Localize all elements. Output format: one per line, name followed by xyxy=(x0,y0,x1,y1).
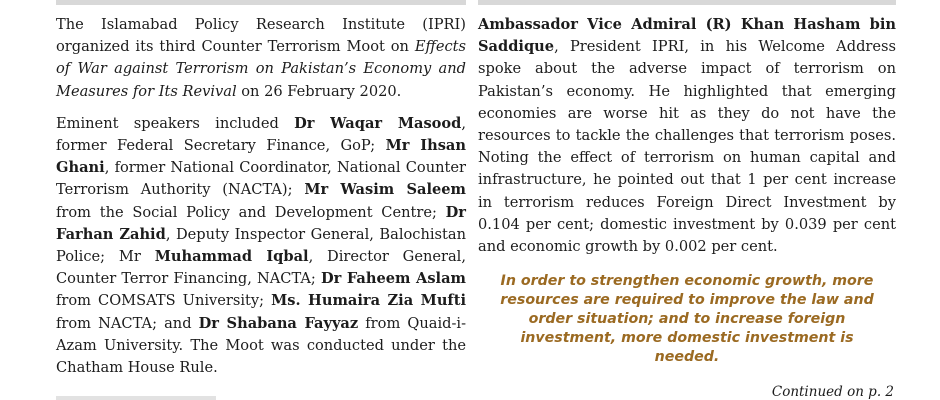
speaker-name: Mr Wasim Saleem xyxy=(304,181,466,199)
right-column xyxy=(478,14,896,367)
speaker-role: , Director General, Counter Terror Financing, NACTA; xyxy=(56,248,466,288)
top-border xyxy=(0,0,940,6)
speaker-role: from COMSATS University; xyxy=(56,292,272,310)
welcome-text: , President IPRI, in his Welcome Address spoke about the adverse impact of terrorism on Pakistan’s economy. He highlighted that emerging economies are worse hit as they do not have the resources to tackle the challenges that terrorism poses. Noting the effect of terrorism on human capital and infrastructure, he pointed out that 1 per cent increase in terrorism reduces Foreign Direct Investment by 0.104 per cent; domestic investment by 0.039 per cent and economic growth by 0.002 per cent. xyxy=(478,38,896,256)
speaker-name: Dr Waqar Masood xyxy=(294,114,462,132)
bottom-border xyxy=(56,396,216,400)
speaker-name: Ms. Humaira Zia Mufti xyxy=(271,292,466,310)
top-border-left xyxy=(56,0,466,5)
top-border-right xyxy=(478,0,896,5)
speaker-name: Dr Faheem Aslam xyxy=(320,270,466,288)
speaker-name: Dr Farhan Zahid xyxy=(56,203,466,243)
speaker-role: , Deputy Inspector General, Balochistan Police; Mr xyxy=(56,225,466,266)
moot-title: Effects of War against Terrorism on Pakistan’s Economy and Measures for Its Revival xyxy=(56,38,466,100)
speakers-paragraph xyxy=(56,113,466,379)
speakers-text: Eminent speakers included xyxy=(56,114,295,132)
speaker-role: from NACTA; and xyxy=(56,314,199,332)
speaker-role: from Quaid-i-Azam University. The Moot was conducted under the Chatham House Rule. xyxy=(56,314,467,377)
intro-text: The Islamabad Policy Research Institute (IPRI) organized its third Counter Terrorism Moot on xyxy=(56,16,466,56)
speaker-role: , former Federal Secretary Finance, GoP; xyxy=(56,114,466,155)
intro-date-text: on 26 February 2020. xyxy=(236,82,402,100)
pull-quote: In order to strengthen economic growth, more resources are required to improve the law and order situation; and to increase foreign investment, more domestic investment is needed. xyxy=(500,273,874,366)
speaker-name: Mr Ihsan Ghani xyxy=(56,137,466,177)
intro-paragraph xyxy=(56,14,466,103)
speaker-role: from the Social Policy and Development Centre; xyxy=(56,203,446,221)
welcome-paragraph xyxy=(478,14,896,258)
continued-note: Continued on p. 2 xyxy=(771,384,894,400)
speaker-name: Muhammad Iqbal xyxy=(154,248,309,266)
left-column xyxy=(56,14,466,379)
speaker-role: , former National Coordinator, National Counter Terrorism Authority (NACTA); xyxy=(56,159,466,199)
speaker-name: Dr Shabana Fayyaz xyxy=(198,314,359,332)
welcome-speaker-name: Ambassador Vice Admiral (R) Khan Hasham bin Saddique xyxy=(478,16,896,56)
